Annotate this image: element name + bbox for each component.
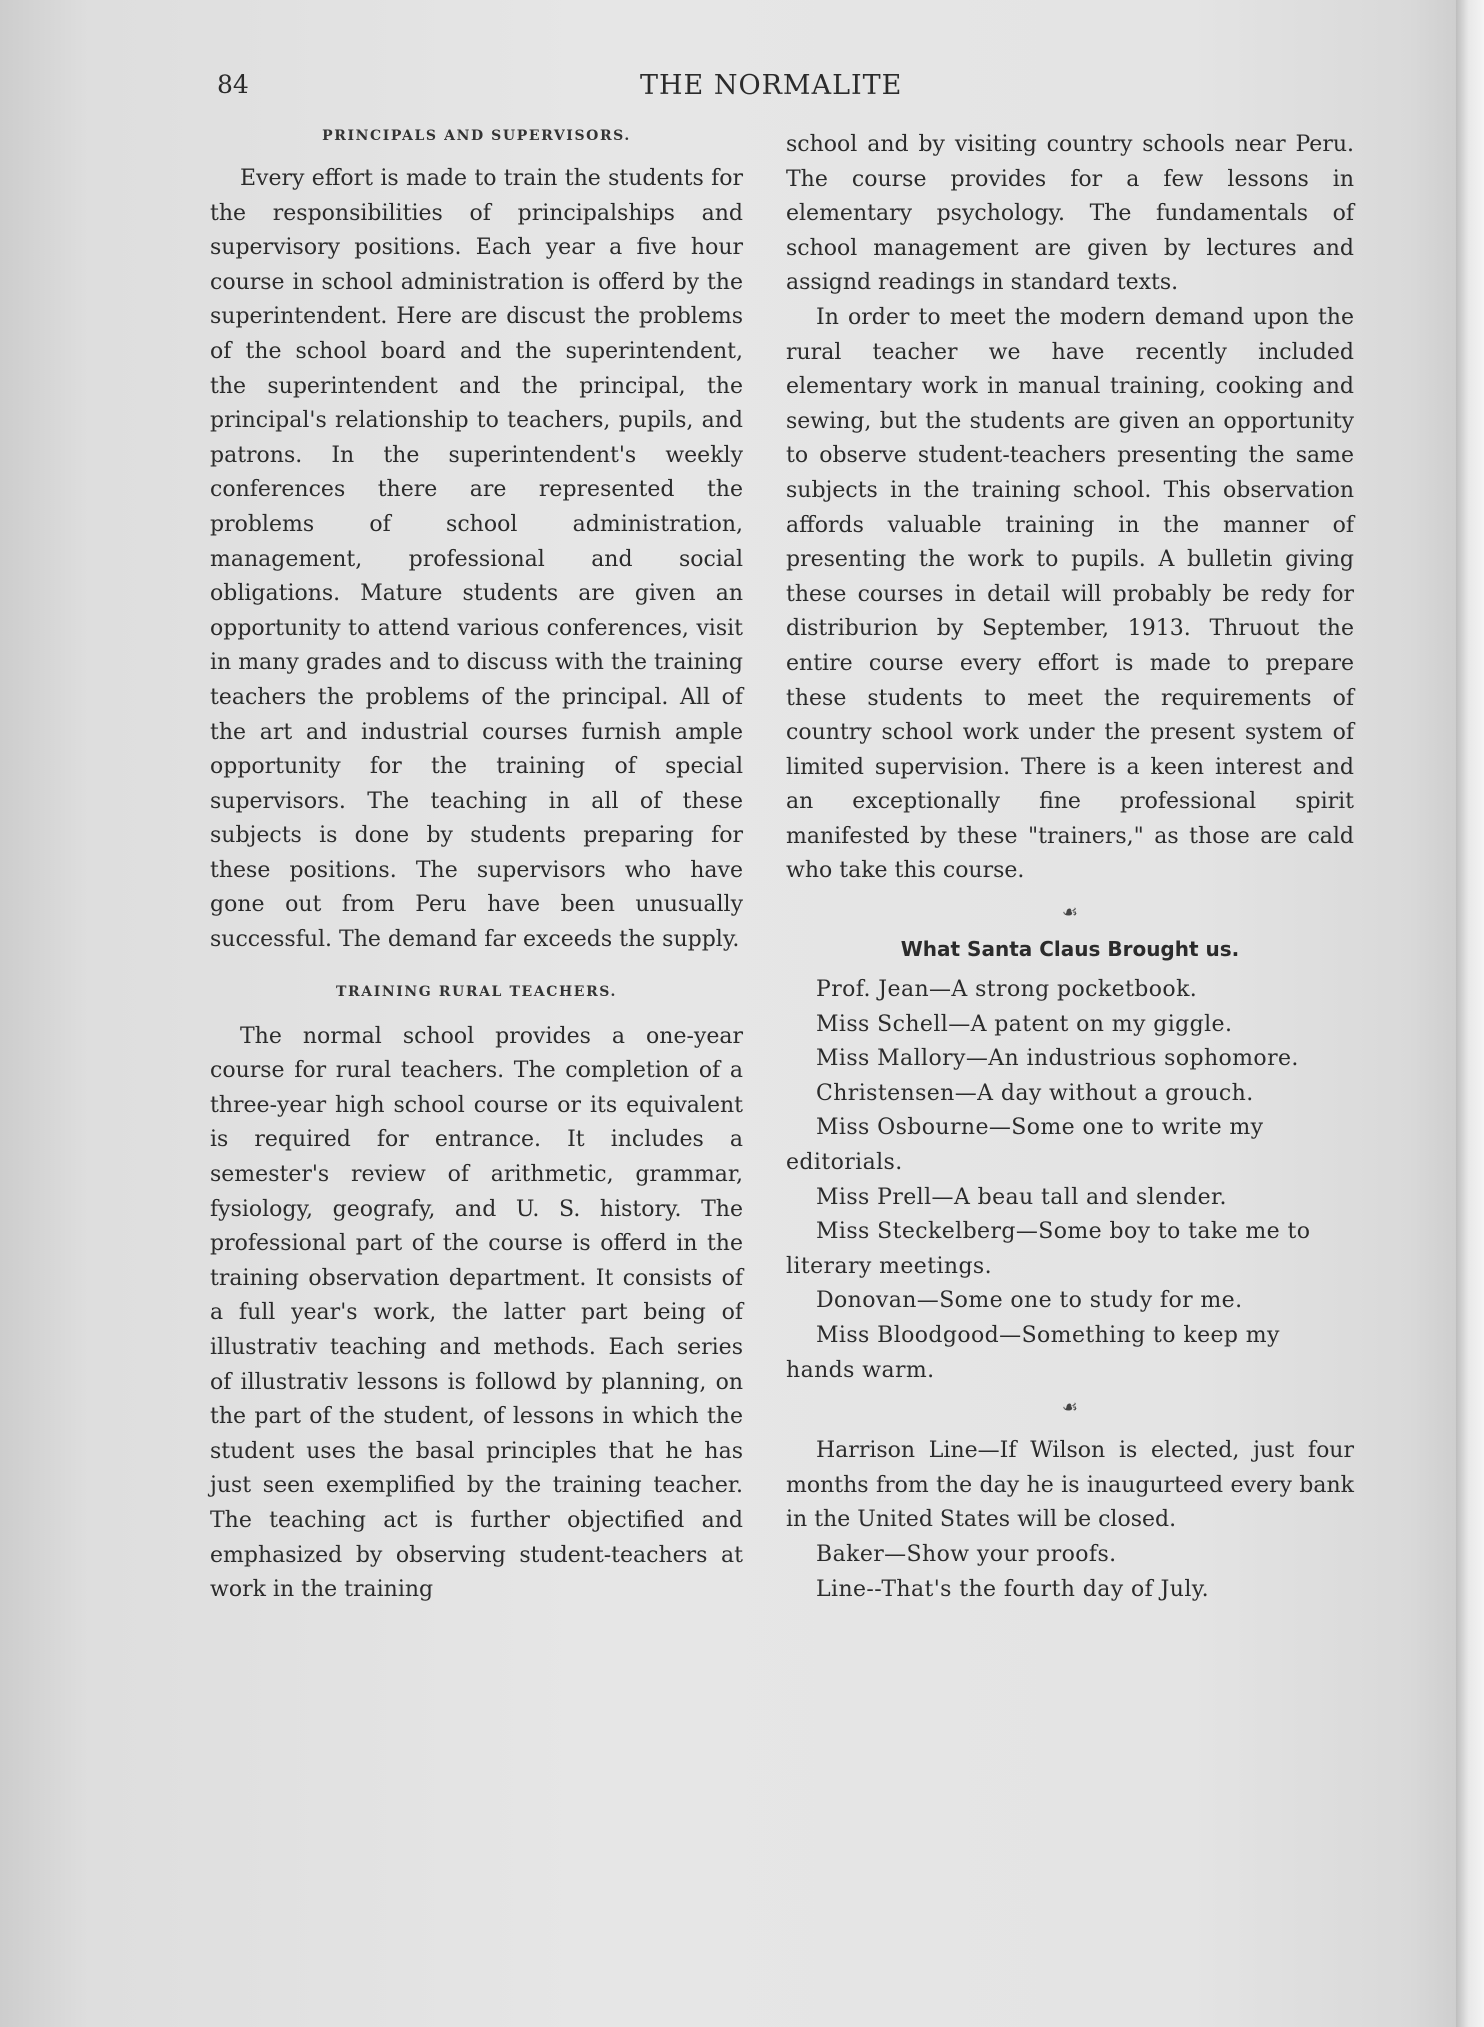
santa-item: Miss Osbourne—Some one to write my editorials. [786,1115,1264,1176]
santa-item: Donovan—Some one to study for me. [816,1288,1243,1314]
ornament-divider: ☙ [1061,1397,1079,1419]
paragraph-rural-teachers: The normal school provides a one-year course for rural teachers. The completion of a three-year high school course or its equivalent is required for entrance. It includes a semester's review of arithmetic, grammar, fysiology, geografy, and U. S. history. The professional part of the course is offerd in the training observation department. It consists of a full year's work, the latter part being of illustrativ teaching and methods. Each series of illustrativ lessons is followd by planning, on the part of the student, of lessons in which the student uses the basal principles that he has just seen exemplified by the training teacher. The teaching act is further objectified and emphasized by observing student-teachers at work in the training [210,1023,743,1603]
section-heading-principals: PRINCIPALS AND SUPERVISORS. [322,128,631,144]
paragraph-principals: Every effort is made to train the students for the responsibilities of principalships and supervisory positions. Each year a five hour course in school administration is offerd by the superintendent. Here are discust the problems of the school board and the superintendent, the superintendent and the principal, the principal's relationship to teachers, pupils, and patrons. In the superintendent's weekly conferences there are represented the problems of school administration, management, professional and social obligations. Mature students are given an opportunity to attend various conferences, visit in many grades and to discuss with the training teachers the problems of the principal. All of the art and industrial courses furnish ample opportunity for the training of special supervisors. The teaching in all of these subjects is done by students preparing for these positions. The supervisors who have gone out from Peru have been unusually successful. The demand far exceeds the supply. [210,166,743,953]
journal-title: THE NORMALITE [640,70,903,101]
paragraph-modern-demand: In order to meet the modern demand upon the rural teacher we have recently included elementary work in manual training, cooking and sewing, but the students are given an opportunity to observe student-teachers presenting the same subjects in the training school. This observation affords valuable training in the manner of presenting the work to pupils. A bulletin giving these courses in detail will probably be redy for distriburion by September, 1913. Thruout the entire course every effort is made to prepare these students to meet the requirements of country school work under the present system of limited supervision. There is a keen interest and an exceptionally fine professional spirit manifested by these "trainers," as those are cald who take this course. [786,304,1354,884]
joke-line: Baker—Show your proofs. [816,1541,1117,1567]
santa-item: Miss Bloodgood—Something to keep my hands warm. [786,1323,1280,1383]
page-number: 84 [217,70,249,99]
santa-item: Prof. Jean—A strong pocketbook. [816,977,1198,1003]
running-head [0,70,1484,110]
ornament-divider: ☙ [1061,902,1079,924]
joke-line: Line--That's the fourth day of July. [816,1576,1210,1602]
santa-item: Miss Prell—A beau tall and slender. [816,1184,1227,1210]
santa-item: Christensen—A day without a grouch. [816,1080,1254,1106]
left-column [210,128,743,1608]
section-heading-rural-teachers: TRAINING RURAL TEACHERS. [335,983,617,1000]
page-edge-shadow [1456,0,1484,2027]
santa-item: Miss Mallory—An industrious sophomore. [816,1046,1299,1072]
section-heading-santa-claus: What Santa Claus Brought us. [900,937,1240,962]
right-column [786,128,1354,1607]
joke-paragraph: Harrison Line—If Wilson is elected, just four months from the day he is inaugurteed every bank in the United States will be closed. [786,1438,1354,1533]
santa-item: Miss Schell—A patent on my giggle. [816,1011,1233,1037]
paragraph-continued: school and by visiting country schools near Peru. The course provides for a few lessons in elementary psychology. The fundamentals of school management are given by lectures and assignd readings in standard texts. [786,132,1354,296]
santa-item: Miss Steckelberg—Some boy to take me to literary meetings. [786,1219,1311,1279]
